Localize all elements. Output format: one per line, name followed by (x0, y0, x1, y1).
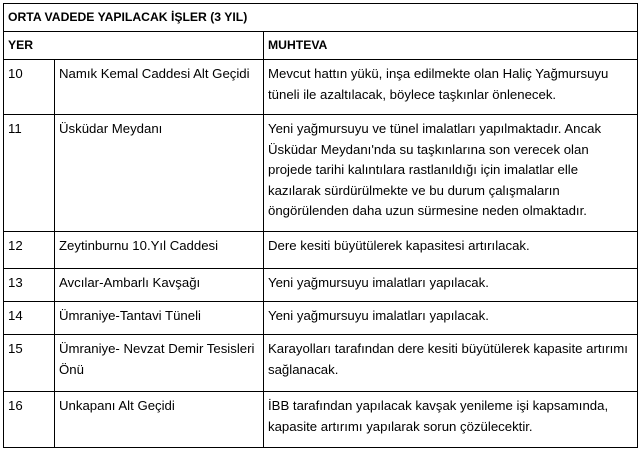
row-place: Ümraniye- Nevzat Demir Tesisleri Önü (55, 335, 264, 392)
row-number: 12 (4, 232, 55, 269)
row-place: Üsküdar Meydanı (55, 115, 264, 232)
row-place: Unkapanı Alt Geçidi (55, 392, 264, 448)
table-title: ORTA VADEDE YAPILACAK İŞLER (3 YIL) (4, 4, 638, 32)
row-number: 11 (4, 115, 55, 232)
works-table (3, 3, 638, 448)
table-row (4, 392, 638, 448)
row-number: 14 (4, 302, 55, 335)
row-content: Yeni yağmursuyu ve tünel imalatları yapılmaktadır. Ancak Üsküdar Meydanı'nda su taşkınlarına son verecek olan projede tarihi kalıntılara rastlanıldığı için imalatlar elle kazılarak sürdürülmekte ve bu durum çalışmaların öngörülenden daha uzun sürmesine neden olmaktadır. (264, 115, 638, 232)
title-row (4, 4, 638, 32)
row-number: 13 (4, 269, 55, 302)
row-place: Namık Kemal Caddesi Alt Geçidi (55, 60, 264, 115)
header-yer: YER (4, 32, 264, 60)
table-row (4, 115, 638, 232)
row-number: 15 (4, 335, 55, 392)
table-row (4, 60, 638, 115)
row-number: 10 (4, 60, 55, 115)
table-row (4, 335, 638, 392)
row-place: Avcılar-Ambarlı Kavşağı (55, 269, 264, 302)
row-number: 16 (4, 392, 55, 448)
row-content: İBB tarafından yapılacak kavşak yenileme işi kapsamında, kapasite artırımı yapılarak sorun çözülecektir. (264, 392, 638, 448)
row-place: Zeytinburnu 10.Yıl Caddesi (55, 232, 264, 269)
table-row (4, 232, 638, 269)
row-content: Yeni yağmursuyu imalatları yapılacak. (264, 302, 638, 335)
row-content: Yeni yağmursuyu imalatları yapılacak. (264, 269, 638, 302)
row-content: Karayolları tarafından dere kesiti büyütülerek kapasite artırımı sağlanacak. (264, 335, 638, 392)
row-content: Dere kesiti büyütülerek kapasitesi artırılacak. (264, 232, 638, 269)
table-row (4, 302, 638, 335)
row-place: Ümraniye-Tantavi Tüneli (55, 302, 264, 335)
row-content: Mevcut hattın yükü, inşa edilmekte olan Haliç Yağmursuyu tüneli ile azaltılacak, böylece taşkınlar önlenecek. (264, 60, 638, 115)
header-row (4, 32, 638, 60)
table-row (4, 269, 638, 302)
header-muhteva: MUHTEVA (264, 32, 638, 60)
